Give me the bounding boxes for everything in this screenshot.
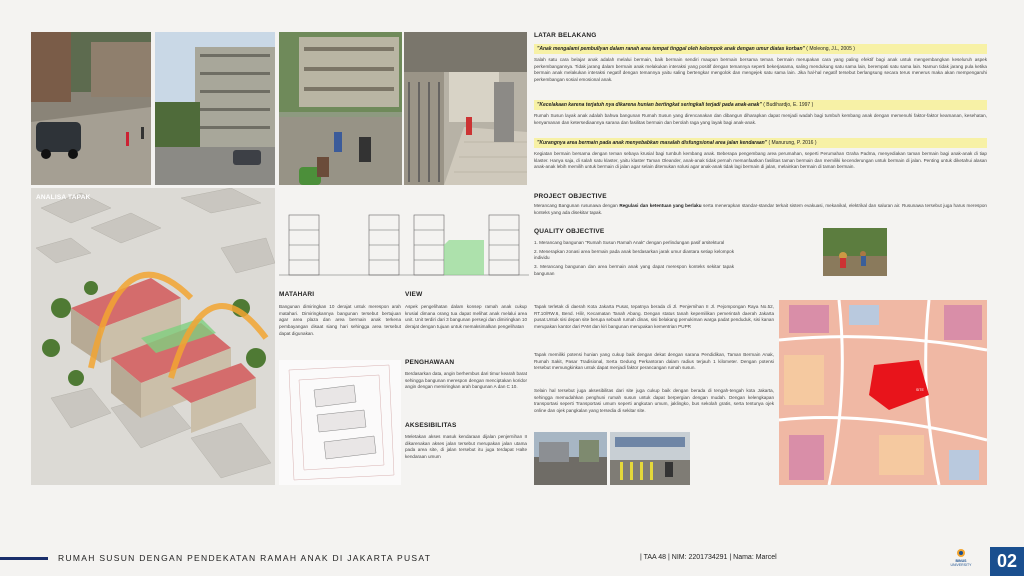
quality-item-2: 2. Menerapkan zonasi area bermain pada anak berdasarkan jarak umur diantara setiap kelompok individu [534, 248, 734, 261]
objective-text-post: serta menerapkan standar-standar terkait sistem evakuasi, mekanikal, elektrikal dan saluran air. Rusunawa tersebut juga harus merespon konteks yang ada disekitar tapak. [534, 203, 987, 215]
section-drawings [279, 205, 529, 287]
photo-kids-playing [279, 32, 402, 185]
latar-belakang-title: LATAR BELAKANG [534, 32, 597, 39]
project-objective-text [534, 203, 987, 216]
site-paragraph-1: Tapak terletak di daerah Kota Jakarta Pusat, tepatnya berada di Jl. Penjernihan II Jl. Pejompongan Raya No.52, RT.10/RW.6, Bend. Hilir, Kecamatan Tanah Abang. Dengan status tanah kepemilikan pemerintah daerah Jakarta pusat.Untuk sisi depan site berupa sebuah rumah dinas, sisi belakang pemukiman warga padat penduduk, sisi kanan merupakan kantor dari PAM dan kiri bangunan merupakan kementrian PUPR [534, 304, 774, 329]
footer-info: | TAA 48 | NIM: 2201734291 | Nama: Marcel [640, 554, 777, 561]
photo-street-view-2 [610, 432, 690, 485]
matahari-text: Bangunan dimiringkan 10 derajat untuk merespon arah matahari. Dimiringkannya bangunan tersebut bertujuan agar area plaza dan area bermain anak terkena pembayangan disaat siang hari sehingga area tersebut dapat digunakan. [279, 304, 401, 336]
objective-text-pre: Merancang Bangunan rusunawa dengan [534, 203, 620, 208]
latar-paragraph-3: Kegiatan bermain bersama dengan teman sebaya krusial bagi tumbuh kembang anak. Beberapa pengembang area perumahan, seperti Perumahan Graha Padma, menyediakan taman bermain bagi anak-anak di tiap klaster. Hanya saja, di salah satu klaster, yaitu klaster Taman Oleander, anak-anak tidak pernah memanfaatkan fasilitas taman bermain dan memiliki kecenderungan untuk bermain di jalan. Penting untuk diketahui alasan anak-anak lebih memilih untuk bermain di jalan agar selain ditemukan solusi agar anak-anak tidak lagi bermain di jalan, melainkan bermain di taman bermain. [534, 151, 987, 170]
quote-2-cite: ( Budihardjo, E. 1997 ) [763, 102, 814, 108]
site-paragraph-2: Tapak memiliki potensi hunian yang cukup baik dengan dekat dengan sarana Pendidikan, Taman Bermain Anak, Rumah Sakit, Pasar Tradisional, Serta Gedung Perkantoran dalam radius terjauh 1 kilometer. Dengan potensi tersebut memungkinkan untuk dapat menjadi faktor perancangan rumah susun. [534, 352, 774, 371]
site-plan-drawing [279, 360, 401, 485]
photo-kids-field [823, 228, 887, 276]
photo-street-view-1 [534, 432, 607, 485]
quality-item-1: 1. Merancang bangunan "Rumah Susun Ramah Anak" dengan perlindungan pasif arsitektural [534, 240, 725, 245]
binus-logo [936, 548, 986, 574]
quality-objective-list [534, 240, 734, 277]
photo-street-children [31, 32, 151, 185]
matahari-title: MATAHARI [279, 291, 315, 298]
binus-logo-name: BINUS [955, 559, 967, 563]
quote-2-text: "Kecelakaan karena terjatuh nya dikarena hunian bertingkat seringkali terjadi pada anak-anak" [537, 102, 762, 108]
analisa-tapak-label: ANALISA TAPAK [36, 194, 91, 201]
page-number: 02 [990, 547, 1024, 576]
site-map-label: SITE [916, 388, 924, 392]
quote-3-text: "Kurangnya area bermain pada anak menyebabkan masalah disfungsional area jalan kendaraan" [537, 140, 768, 146]
quote-1-cite: ( Moleong, J.L, 2005 ) [806, 46, 855, 52]
quality-objective-title: QUALITY OBJECTIVE [534, 228, 605, 235]
latar-paragraph-1: Salah satu cara belajar anak adalah melalui bermain, baik bermain sendiri maupun bermain bersama teman. bermain merupakan cara yang paling efektif bagi anak untuk mengembangkan keseluruh aspek perkembangannya. Tidak jarang dalam bermain anak melakukan interaksi yang positif dengan temannya seperti bekerjasama, saling mendukung satu sama lain, berempati satu sama lain. Namun tidak jarang pula ketika bermain anak melakukan interaksi negatif dengan temannya yaitu saling bertengkar mengolok dan mengejek satu sama lain. Jika hal-hal negatif tersebut berlangsung secara terus menerus maka akan mempengaruhi perkembangan sosial emosional anak. [534, 57, 987, 82]
site-paragraph-3: Selain hal tersebut juga aksesibilitas dari site juga cukup baik dengan berada di tengah-tengah kota Jakarta, sehingga memudahkan penghuni rumah susun untuk dapat berpergian dengan mudah. Dengan kelengkapan transportasi seperti Transportasi umum seperti angkutan umum, jaklingko, bus sekolah gratis, serta tentunya ojek online dan ojek pangkalan yang tersedia di sekitar site. [534, 388, 774, 413]
site-map [779, 300, 987, 485]
aksesibilitas-title: AKSESIBILITAS [405, 422, 457, 429]
view-text: Aspek pengelihatan dalam konsep ramah anak cukup krusial dimana orang tua dapat melihat anak melalui area unit. Unit terdiri dari 3 bangunan persegi dan dimiringkan 10 derajat dengan tujuan untuk memaksimalkan pengelihatan [405, 304, 527, 329]
view-title: VIEW [405, 291, 423, 298]
binus-logo-sub: UNIVERSITY [950, 563, 972, 567]
quote-2 [534, 100, 987, 110]
quote-1-text: "Anak mengalami pembullyan dalam ranah area tempat tinggal oleh kelompok anak dengan umur diatas korban" [537, 46, 805, 52]
penghawaan-title: PENGHAWAAN [405, 359, 455, 366]
aksesibilitas-text: Meletakan akses masuk kendaraan dijalan penjernihan II dikarenakan akses jalan tersebut merupakan jalan utama pada area site, di jalan tersebut itu juga terdapat Halte kendaraan umum [405, 434, 527, 459]
penghawaan-text: Berdasarkan data, angin berhembus dari timur kearah barat sehingga bangunan merespon dengan menciptakan koridor angin dengan memiringkan arah bangunan A dan C 10. [405, 371, 527, 390]
latar-paragraph-2: Rumah Susun layak anak adalah bahwa bangunan Rumah Susun yang direncanakan dan dibangun diharapkan dapat menjadi wadah bagi tumbuh kembang anak dengan memenuhi faktor-faktor keamanan, kesehatan, kenyamanan dan ketersediaannya sarana dan fasilitas bermain dan berolah raga yang layak bagi anak-anak. [534, 113, 987, 125]
binus-logo-icon [955, 548, 967, 558]
photo-corridor [404, 32, 527, 185]
quote-3-cite: ( Manurung, P. 2016 ) [768, 140, 817, 146]
quality-item-3: 3. Merancang bangunan dan area bermain anak yang dapat merespon konteks sekitar tapak bangunan [534, 263, 734, 276]
project-objective-title: PROJECT OBJECTIVE [534, 193, 607, 200]
quote-3 [534, 138, 987, 148]
photo-flat-building [155, 32, 275, 185]
footer-accent-bar [0, 557, 48, 560]
footer-title: RUMAH SUSUN DENGAN PENDEKATAN RAMAH ANAK DI JAKARTA PUSAT [58, 553, 432, 563]
objective-text-bold: Regulasi dan ketentuan yang berlaku [619, 203, 702, 208]
analisa-tapak-render [31, 188, 275, 485]
quote-1 [534, 44, 987, 54]
